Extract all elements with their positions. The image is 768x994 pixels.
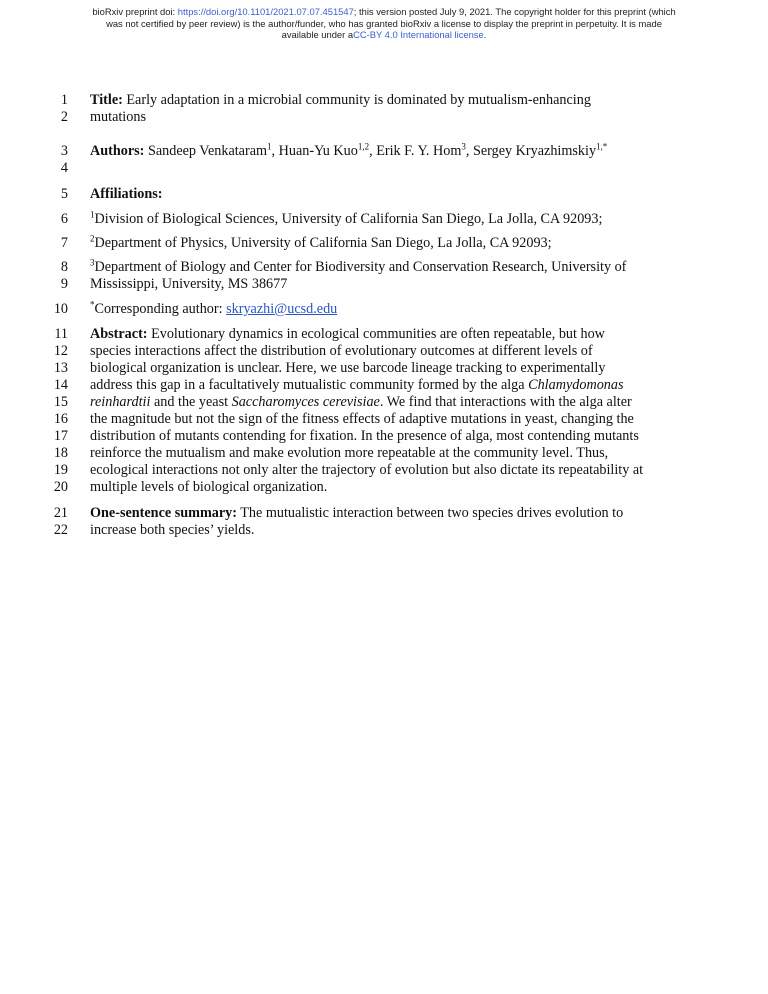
license-link[interactable]: CC-BY 4.0 International license [353, 29, 484, 41]
line-numbers: 3 4 [60, 143, 68, 176]
doi-link[interactable]: https://doi.org/10.1101/2021.07.07.451547 [177, 6, 354, 17]
paper-title: Title: Early adaptation in a microbial community is dominated by mutualism-enhancing mutations [90, 92, 591, 125]
line-numbers: 21 22 [53, 505, 68, 538]
preprint-banner [40, 6, 728, 41]
email-link[interactable]: skryazhi@ucsd.edu [226, 301, 338, 317]
banner-line-2: was not certified by peer review) is the author/funder, who has granted bioRxiv a license to display the preprint in perpetuity. It is made [106, 17, 662, 29]
banner-line-1: bioRxiv preprint doi: https://doi.org/10.1101/2021.07.07.451547; this version posted July 9, 2021. The copyright holder for this preprint (which [92, 6, 676, 17]
abstract-text: Abstract: Evolutionary dynamics in ecological communities are often repeatable, but how species interactions affect the distribution of evolutionary outcomes at different levels of biological organization is unclear. Here, we use barcode lineage tracking to experimentally address this gap in a facultatively mutualistic community formed by the alga Chlamydomonas reinhardtii and the yeast Saccharomyces cerevisiae. We find that interactions with the alga alter the magnitude but not the sign of the fitness effects of adaptive mutations in yeast, changing the distribution of mutants contending for fixation. In the presence of alga, most contending mutants reinforce the mutualism and make evolution more repeatable at the community level. Thus, ecological interactions not only alter the trajectory of evolution but also dictate its repeatability at multiple levels of biological organization. [90, 326, 644, 495]
summary-text: One-sentence summary: The mutualistic interaction between two species drives evolution to increase both species’ yields. [90, 505, 624, 538]
line-numbers: 11 12 13 14 15 16 17 18 19 20 [53, 326, 68, 495]
banner-line-3: available under aCC-BY 4.0 International license. [281, 29, 487, 41]
author-list: Authors: Sandeep Venkataram$^1$, Huan-Yu Kuo$^{1,2}$, Erik F. Y. Hom$^3$, Sergey Kryazhimskiy$^{1,*}$ [90, 141, 608, 159]
line-numbers: 1 2 [60, 92, 68, 125]
